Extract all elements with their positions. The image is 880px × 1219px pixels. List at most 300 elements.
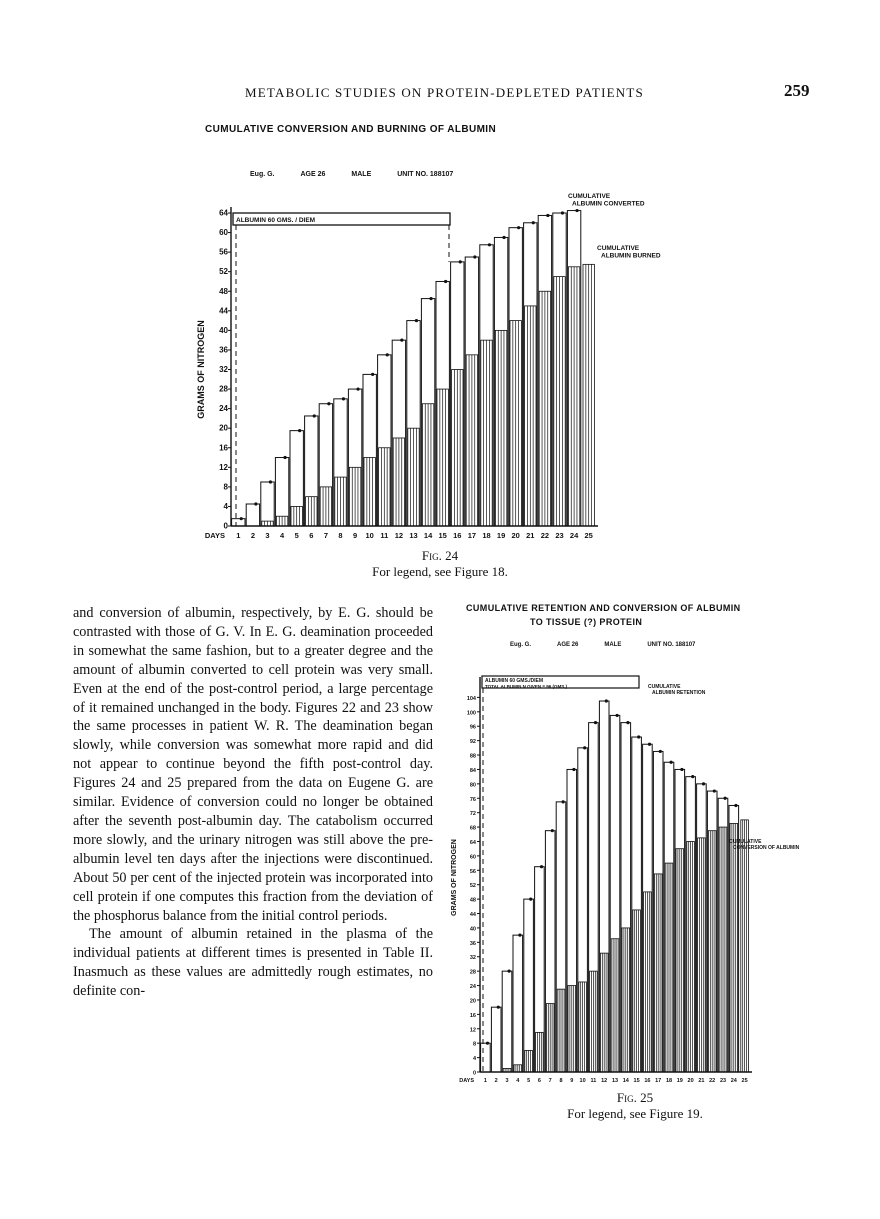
x-tick-label: 23 (719, 1078, 727, 1084)
bar-inner-frame (452, 370, 463, 527)
bar-cumulative-inner (495, 330, 506, 526)
figure25-title-line1: CUMULATIVE RETENTION AND CONVERSION OF ALBUMIN (466, 603, 741, 613)
bar-inner-frame (291, 506, 302, 526)
y-tick-label: 20 (219, 423, 228, 433)
bar-top-point (400, 339, 403, 342)
bar-cumulative-outer (567, 211, 580, 526)
x-tick-label: 20 (687, 1078, 694, 1084)
bar-cumulative-outer (545, 831, 555, 1072)
figure24-subtitle (250, 171, 479, 178)
bar-inner-frame (698, 838, 706, 1072)
bar-cumulative-outer (407, 321, 420, 526)
bar-cumulative-outer (334, 399, 347, 526)
bar-cumulative-outer (232, 519, 245, 526)
dosage-total-label: TOTAL ALBUMIN N GIVEN = 96 (GMS.) (485, 684, 567, 689)
bar-top-point (670, 761, 673, 764)
bar-cumulative-outer (729, 805, 739, 1072)
bar-inner-frame (579, 982, 587, 1072)
bar-cumulative-outer (290, 431, 303, 526)
y-tick-label: 48 (219, 286, 228, 296)
y-tick-label: 60 (469, 854, 476, 861)
bar-inner-frame (539, 291, 550, 526)
x-tick-label: 6 (537, 1078, 541, 1084)
x-tick-label: 2 (250, 531, 255, 540)
bar-top-point (713, 789, 716, 792)
x-tick-label: 2 (494, 1078, 498, 1084)
bar-top-point (605, 699, 608, 702)
figure25-patient: Eug. G. (510, 642, 531, 648)
bar-cumulative-inner (708, 831, 716, 1072)
bar-inner-frame (422, 404, 433, 526)
y-tick-label: 56 (469, 868, 476, 875)
bar-top-point (497, 1006, 500, 1009)
figure24-title: CUMULATIVE CONVERSION AND BURNING OF ALBUMIN (205, 124, 497, 135)
x-tick-label: 18 (482, 531, 491, 540)
y-tick-label: 24 (219, 404, 228, 414)
bar-top-point (551, 829, 554, 832)
x-tick-label: 25 (584, 531, 593, 540)
bar-cumulative-inner (676, 849, 684, 1072)
y-tick-label: 60 (219, 228, 228, 238)
bar-cumulative-inner (408, 428, 419, 526)
bar-top-point (583, 746, 586, 749)
x-tick-label: 14 (622, 1078, 629, 1084)
x-tick-label: 15 (438, 531, 447, 540)
x-tick-label: 19 (676, 1078, 683, 1084)
figure24-caption-label: Fig. 24 (421, 548, 459, 563)
series-annotation-line1: CUMULATIVE (597, 245, 640, 252)
x-tick-label: 1 (236, 531, 241, 540)
bar-top-point (575, 209, 578, 212)
x-tick-label: 24 (730, 1078, 737, 1084)
y-tick-label: 92 (469, 739, 476, 746)
bar-top-point (594, 721, 597, 724)
bar-cumulative-outer (378, 355, 391, 526)
running-title: METABOLIC STUDIES ON PROTEIN-DEPLETED PATIENTS (245, 85, 644, 100)
figure24-unit: UNIT NO. 188107 (397, 171, 454, 178)
bar-inner-frame (408, 428, 419, 526)
y-tick-label: 96 (469, 724, 476, 731)
x-tick-label: 9 (570, 1078, 574, 1084)
bar-top-point (327, 402, 330, 405)
y-tick-label: 0 (472, 1070, 476, 1077)
bar-cumulative-outer (697, 784, 707, 1072)
bar-cumulative-inner (525, 306, 536, 526)
bar-cumulative-outer (421, 299, 434, 526)
bar-cumulative-inner (665, 863, 673, 1072)
x-tick-label: 10 (579, 1078, 586, 1084)
bar-inner-frame (466, 355, 477, 526)
bar-inner-frame (557, 989, 565, 1072)
bar-cumulative-outer (261, 482, 274, 526)
dosage-period-label: ALBUMIN 60 GMS. / DIEM (236, 217, 316, 224)
bar-cumulative-outer (567, 769, 577, 1072)
bar-top-point (637, 735, 640, 738)
bar-inner-frame (335, 477, 346, 526)
bar-top-point (508, 970, 511, 973)
bar-top-point (502, 236, 505, 239)
bar-inner-frame (525, 306, 536, 526)
figure24-patient: Eug. G. (250, 171, 275, 178)
bar-cumulative-outer (535, 867, 545, 1072)
y-tick-label: 36 (469, 940, 476, 947)
bar-inner-frame (306, 497, 317, 526)
bar-inner-frame (503, 1068, 511, 1072)
bar-inner-frame (600, 953, 608, 1072)
bar-top-point (724, 797, 727, 800)
bar-cumulative-outer (513, 935, 523, 1072)
y-tick-label: 16 (469, 1012, 476, 1019)
bar-inner-frame (554, 277, 565, 526)
bar-cumulative-inner (364, 458, 375, 526)
bar-inner-frame (708, 831, 716, 1072)
bar-cumulative-outer (589, 723, 599, 1072)
y-tick-label: 80 (469, 782, 476, 789)
x-tick-label: 5 (527, 1078, 531, 1084)
bar-cumulative-outer (246, 504, 259, 526)
bar-cumulative-inner (536, 1032, 544, 1072)
y-tick-label: 104 (466, 695, 476, 702)
bar-cumulative-outer (578, 748, 588, 1072)
bar-inner-frame (590, 971, 598, 1072)
bar-cumulative-outer (621, 723, 631, 1072)
bar-inner-frame (583, 264, 594, 526)
bar-cumulative-outer (481, 1043, 491, 1072)
body-text (73, 604, 433, 1001)
bar-cumulative-inner (557, 989, 565, 1072)
bar-cumulative-inner (393, 438, 404, 526)
body-paragraph-1: and conversion of albumin, respectively, by E. G. should be contrasted with those of G. V. In E. G. deamination proceeded in somewhat the same fashion, but to a greater degree and the amount of albumin converted to cell protein was very small. Even at the end of the post-control period, a large percentage of it remained unchanged in the body. Figures 22 and 23 show the same processes in patient W. R. The deamination began slowly, while conversion was somewhat more rapid and did not appear to continue beyond the fifth post-control day. Figures 24 and 25 prepared from the data on Eugene G. are similar. Evidence of conversion could no longer be obtained after the seventh post-albumin day. The catabolism occurred more slowly, and the urinary nitrogen was still above the pre-albumin level ten days after the injections were discontinued. About 50 per cent of the injected protein was incorporated into cell protein if one computes this fraction from the deviation of the phosphorus balance from the initial control periods. (73, 605, 433, 924)
bar-cumulative-inner (644, 892, 652, 1072)
bar-inner-frame (654, 874, 662, 1072)
bar-cumulative-inner (622, 928, 630, 1072)
x-tick-label: 17 (655, 1078, 662, 1084)
dosage-period-box (482, 676, 639, 688)
bar-cumulative-outer (305, 416, 318, 526)
x-tick-label: 4 (516, 1078, 520, 1084)
y-tick-label: 32 (469, 955, 476, 962)
y-tick-label: 20 (469, 998, 476, 1005)
x-tick-label: 21 (698, 1078, 705, 1084)
bar-top-point (529, 898, 532, 901)
x-tick-label: 6 (309, 531, 314, 540)
series-annotation-line2: CONVERSION OF ALBUMIN (733, 845, 800, 851)
x-tick-label: 11 (380, 531, 389, 540)
x-axis-label: DAYS (459, 1078, 474, 1084)
x-tick-label: 22 (540, 531, 550, 540)
bar-cumulative-outer (664, 762, 674, 1072)
bar-top-point (298, 429, 301, 432)
dosage-period-box (233, 213, 450, 225)
x-tick-label: 3 (505, 1078, 509, 1084)
x-tick-label: 11 (590, 1078, 597, 1084)
x-tick-label: 23 (555, 531, 564, 540)
bar-inner-frame (687, 841, 695, 1072)
bar-inner-frame (611, 939, 619, 1072)
bar-cumulative-outer (675, 769, 685, 1072)
y-tick-label: 88 (469, 753, 476, 760)
x-tick-label: 20 (511, 531, 520, 540)
x-tick-label: 5 (294, 531, 299, 540)
bar-inner-frame (633, 910, 641, 1072)
y-axis-label: GRAMS OF NITROGEN (451, 839, 458, 916)
bar-cumulative-outer (524, 223, 537, 526)
bar-inner-frame (741, 820, 749, 1072)
bar-top-point (356, 387, 359, 390)
bar-cumulative-inner (510, 321, 521, 526)
x-tick-label: 16 (644, 1078, 651, 1084)
y-tick-label: 16 (219, 443, 228, 453)
bar-cumulative-inner (633, 910, 641, 1072)
bar-cumulative-inner (262, 521, 273, 526)
y-axis-label: GRAMS OF NITROGEN (196, 320, 206, 419)
x-tick-label: 25 (741, 1078, 748, 1084)
bar-cumulative-inner (719, 827, 727, 1072)
bar-cumulative-outer (348, 389, 361, 526)
figure25-unit: UNIT NO. 188107 (647, 642, 696, 648)
bar-cumulative-outer (319, 404, 332, 526)
bar-cumulative-outer (632, 737, 642, 1072)
bar-top-point (659, 750, 662, 753)
bar-top-point (269, 480, 272, 483)
y-tick-label: 48 (469, 897, 476, 904)
bar-cumulative-inner (276, 516, 287, 526)
series-annotation-line1: CUMULATIVE (568, 193, 611, 200)
x-tick-label: 21 (526, 531, 535, 540)
bar-inner-frame (379, 448, 390, 526)
figure25-title-line2: TO TISSUE (?) PROTEIN (530, 617, 643, 627)
bar-top-point (616, 714, 619, 717)
y-tick-label: 64 (219, 208, 228, 218)
bar-cumulative-inner (481, 340, 492, 526)
bar-top-point (702, 782, 705, 785)
y-tick-label: 28 (219, 384, 228, 394)
y-tick-label: 40 (219, 325, 228, 335)
y-tick-label: 36 (219, 345, 228, 355)
page-number: 259 (784, 81, 810, 100)
figure24-caption-text: For legend, see Figure 18. (372, 564, 508, 579)
bar-cumulative-outer (599, 701, 609, 1072)
x-tick-label: 4 (280, 531, 285, 540)
bar-cumulative-inner (611, 939, 619, 1072)
bar-inner-frame (676, 849, 684, 1072)
bar-top-point (313, 414, 316, 417)
x-tick-label: 13 (409, 531, 418, 540)
bar-cumulative-inner (422, 404, 433, 526)
bar-inner-frame (665, 863, 673, 1072)
series-annotation-line1: CUMULATIVE (729, 839, 762, 845)
x-tick-label: 13 (611, 1078, 619, 1084)
bar-cumulative-outer (509, 228, 522, 526)
bar-inner-frame (525, 1050, 533, 1072)
bar-cumulative-inner (466, 355, 477, 526)
bar-top-point (254, 502, 257, 505)
y-tick-label: 84 (469, 767, 476, 774)
bar-inner-frame (364, 458, 375, 526)
bar-cumulative-inner (514, 1065, 522, 1072)
bar-cumulative-inner (335, 477, 346, 526)
bar-cumulative-inner (654, 874, 662, 1072)
y-tick-label: 4 (223, 501, 228, 511)
bar-inner-frame (262, 521, 273, 526)
bar-cumulative-inner (437, 389, 448, 526)
bar-cumulative-inner (568, 267, 579, 526)
figure24-sex: MALE (351, 171, 372, 178)
bar-inner-frame (510, 321, 521, 526)
body-paragraph-2: The amount of albumin retained in the plasma of the individual patients at different times is presented in Table II. Inasmuch as these values are admittedly rough estimates, no definite con- (73, 926, 433, 1000)
x-tick-label: 17 (467, 531, 477, 540)
figure25-subtitle (510, 642, 721, 648)
bar-top-point (518, 934, 521, 937)
bar-top-point (371, 373, 374, 376)
x-tick-label: 15 (633, 1078, 640, 1084)
bar-cumulative-inner (452, 370, 463, 527)
series-annotation-line2: ALBUMIN BURNED (601, 252, 661, 260)
y-tick-label: 28 (469, 969, 476, 976)
y-tick-label: 4 (472, 1056, 476, 1063)
y-tick-label: 52 (469, 883, 476, 890)
x-tick-label: 1 (483, 1078, 487, 1084)
bar-inner-frame (546, 1004, 554, 1072)
figure25-caption-label: Fig. 25 (616, 1090, 654, 1105)
bar-top-point (648, 743, 651, 746)
bar-top-point (691, 775, 694, 778)
bar-cumulative-inner (503, 1068, 511, 1072)
bar-cumulative-outer (718, 798, 728, 1072)
bar-cumulative-inner (568, 986, 576, 1072)
y-tick-label: 40 (469, 926, 476, 933)
bar-cumulative-outer (392, 340, 405, 526)
bar-cumulative-outer (653, 751, 663, 1072)
bar-cumulative-inner (320, 487, 331, 526)
bar-cumulative-outer (553, 213, 566, 526)
bar-top-point (429, 297, 432, 300)
bar-cumulative-inner (600, 953, 608, 1072)
bar-inner-frame (437, 389, 448, 526)
bar-cumulative-outer (643, 744, 653, 1072)
bar-top-point (517, 226, 520, 229)
bar-top-point (488, 243, 491, 246)
x-tick-label: 18 (665, 1078, 673, 1084)
bar-cumulative-inner (698, 838, 706, 1072)
bar-top-point (386, 353, 389, 356)
bar-cumulative-inner (583, 264, 594, 526)
bar-inner-frame (730, 823, 738, 1072)
bar-cumulative-inner (579, 982, 587, 1072)
y-tick-label: 72 (469, 811, 476, 818)
bar-inner-frame (349, 467, 360, 526)
y-tick-label: 12 (469, 1027, 476, 1034)
y-tick-label: 8 (472, 1041, 476, 1048)
bar-top-point (444, 280, 447, 283)
series-annotation-line2: ALBUMIN CONVERTED (572, 200, 645, 208)
bar-inner-frame (276, 516, 287, 526)
x-tick-label: 12 (601, 1078, 608, 1084)
bar-cumulative-inner (590, 971, 598, 1072)
bar-inner-frame (568, 267, 579, 526)
bar-inner-frame (514, 1065, 522, 1072)
y-tick-label: 12 (219, 462, 228, 472)
series-annotation-line2: ALBUMIN RETENTION (652, 690, 706, 696)
y-tick-label: 52 (219, 267, 228, 277)
figure25-caption-text: For legend, see Figure 19. (567, 1106, 703, 1121)
bar-top-point (415, 319, 418, 322)
bar-cumulative-inner (306, 497, 317, 526)
x-tick-label: 8 (559, 1078, 563, 1084)
dosage-period-label: ALBUMIN 60 GMS./DIEM (485, 678, 544, 684)
bar-cumulative-outer (494, 237, 507, 526)
bar-cumulative-outer (451, 262, 464, 526)
y-tick-label: 8 (223, 482, 228, 492)
bar-top-point (532, 221, 535, 224)
y-tick-label: 0 (223, 521, 228, 531)
bar-cumulative-inner (554, 277, 565, 526)
bar-top-point (734, 804, 737, 807)
x-tick-label: 24 (569, 531, 579, 540)
bar-cumulative-inner (291, 506, 302, 526)
x-tick-label: 7 (323, 531, 328, 540)
bar-cumulative-outer (275, 458, 288, 526)
y-tick-label: 44 (219, 306, 228, 316)
bar-cumulative-outer (707, 791, 717, 1072)
bar-inner-frame (481, 340, 492, 526)
bar-top-point (342, 397, 345, 400)
figure24-caption (300, 548, 580, 580)
running-head (0, 81, 880, 105)
bar-top-point (562, 800, 565, 803)
bar-inner-frame (320, 487, 331, 526)
bar-cumulative-outer (363, 374, 376, 526)
x-tick-label: 7 (548, 1078, 552, 1084)
bar-top-point (546, 214, 549, 217)
y-tick-label: 32 (219, 365, 228, 374)
bar-cumulative-inner (539, 291, 550, 526)
y-tick-label: 64 (469, 839, 476, 846)
figure24-age: AGE 26 (300, 171, 326, 178)
bar-top-point (459, 260, 462, 263)
x-tick-label: 19 (496, 531, 506, 540)
x-tick-label: 12 (394, 531, 404, 540)
bar-top-point (561, 211, 564, 214)
bar-inner-frame (568, 986, 576, 1072)
bar-top-point (240, 517, 243, 520)
bar-inner-frame (536, 1032, 544, 1072)
bar-top-point (473, 255, 476, 258)
figure25-age: AGE 26 (557, 642, 579, 648)
bar-top-point (540, 865, 543, 868)
bar-cumulative-outer (436, 281, 449, 526)
series-annotation-line1: CUMULATIVE (648, 684, 681, 690)
x-tick-label: 16 (453, 531, 462, 540)
bar-inner-frame (719, 827, 727, 1072)
bar-inner-frame (393, 438, 404, 526)
bar-cumulative-outer (686, 777, 696, 1072)
bar-cumulative-inner (349, 467, 360, 526)
bar-cumulative-inner (546, 1004, 554, 1072)
bar-cumulative-outer (502, 971, 512, 1072)
y-tick-label: 76 (469, 796, 476, 803)
bar-cumulative-outer (491, 1007, 501, 1072)
y-tick-label: 56 (219, 247, 228, 257)
y-tick-label: 44 (469, 912, 476, 919)
bar-cumulative-inner (525, 1050, 533, 1072)
bar-inner-frame (495, 330, 506, 526)
bar-inner-frame (622, 928, 630, 1072)
x-tick-label: 9 (353, 531, 358, 540)
bar-cumulative-outer (538, 215, 551, 526)
bar-top-point (283, 456, 286, 459)
x-tick-label: 3 (265, 531, 270, 540)
